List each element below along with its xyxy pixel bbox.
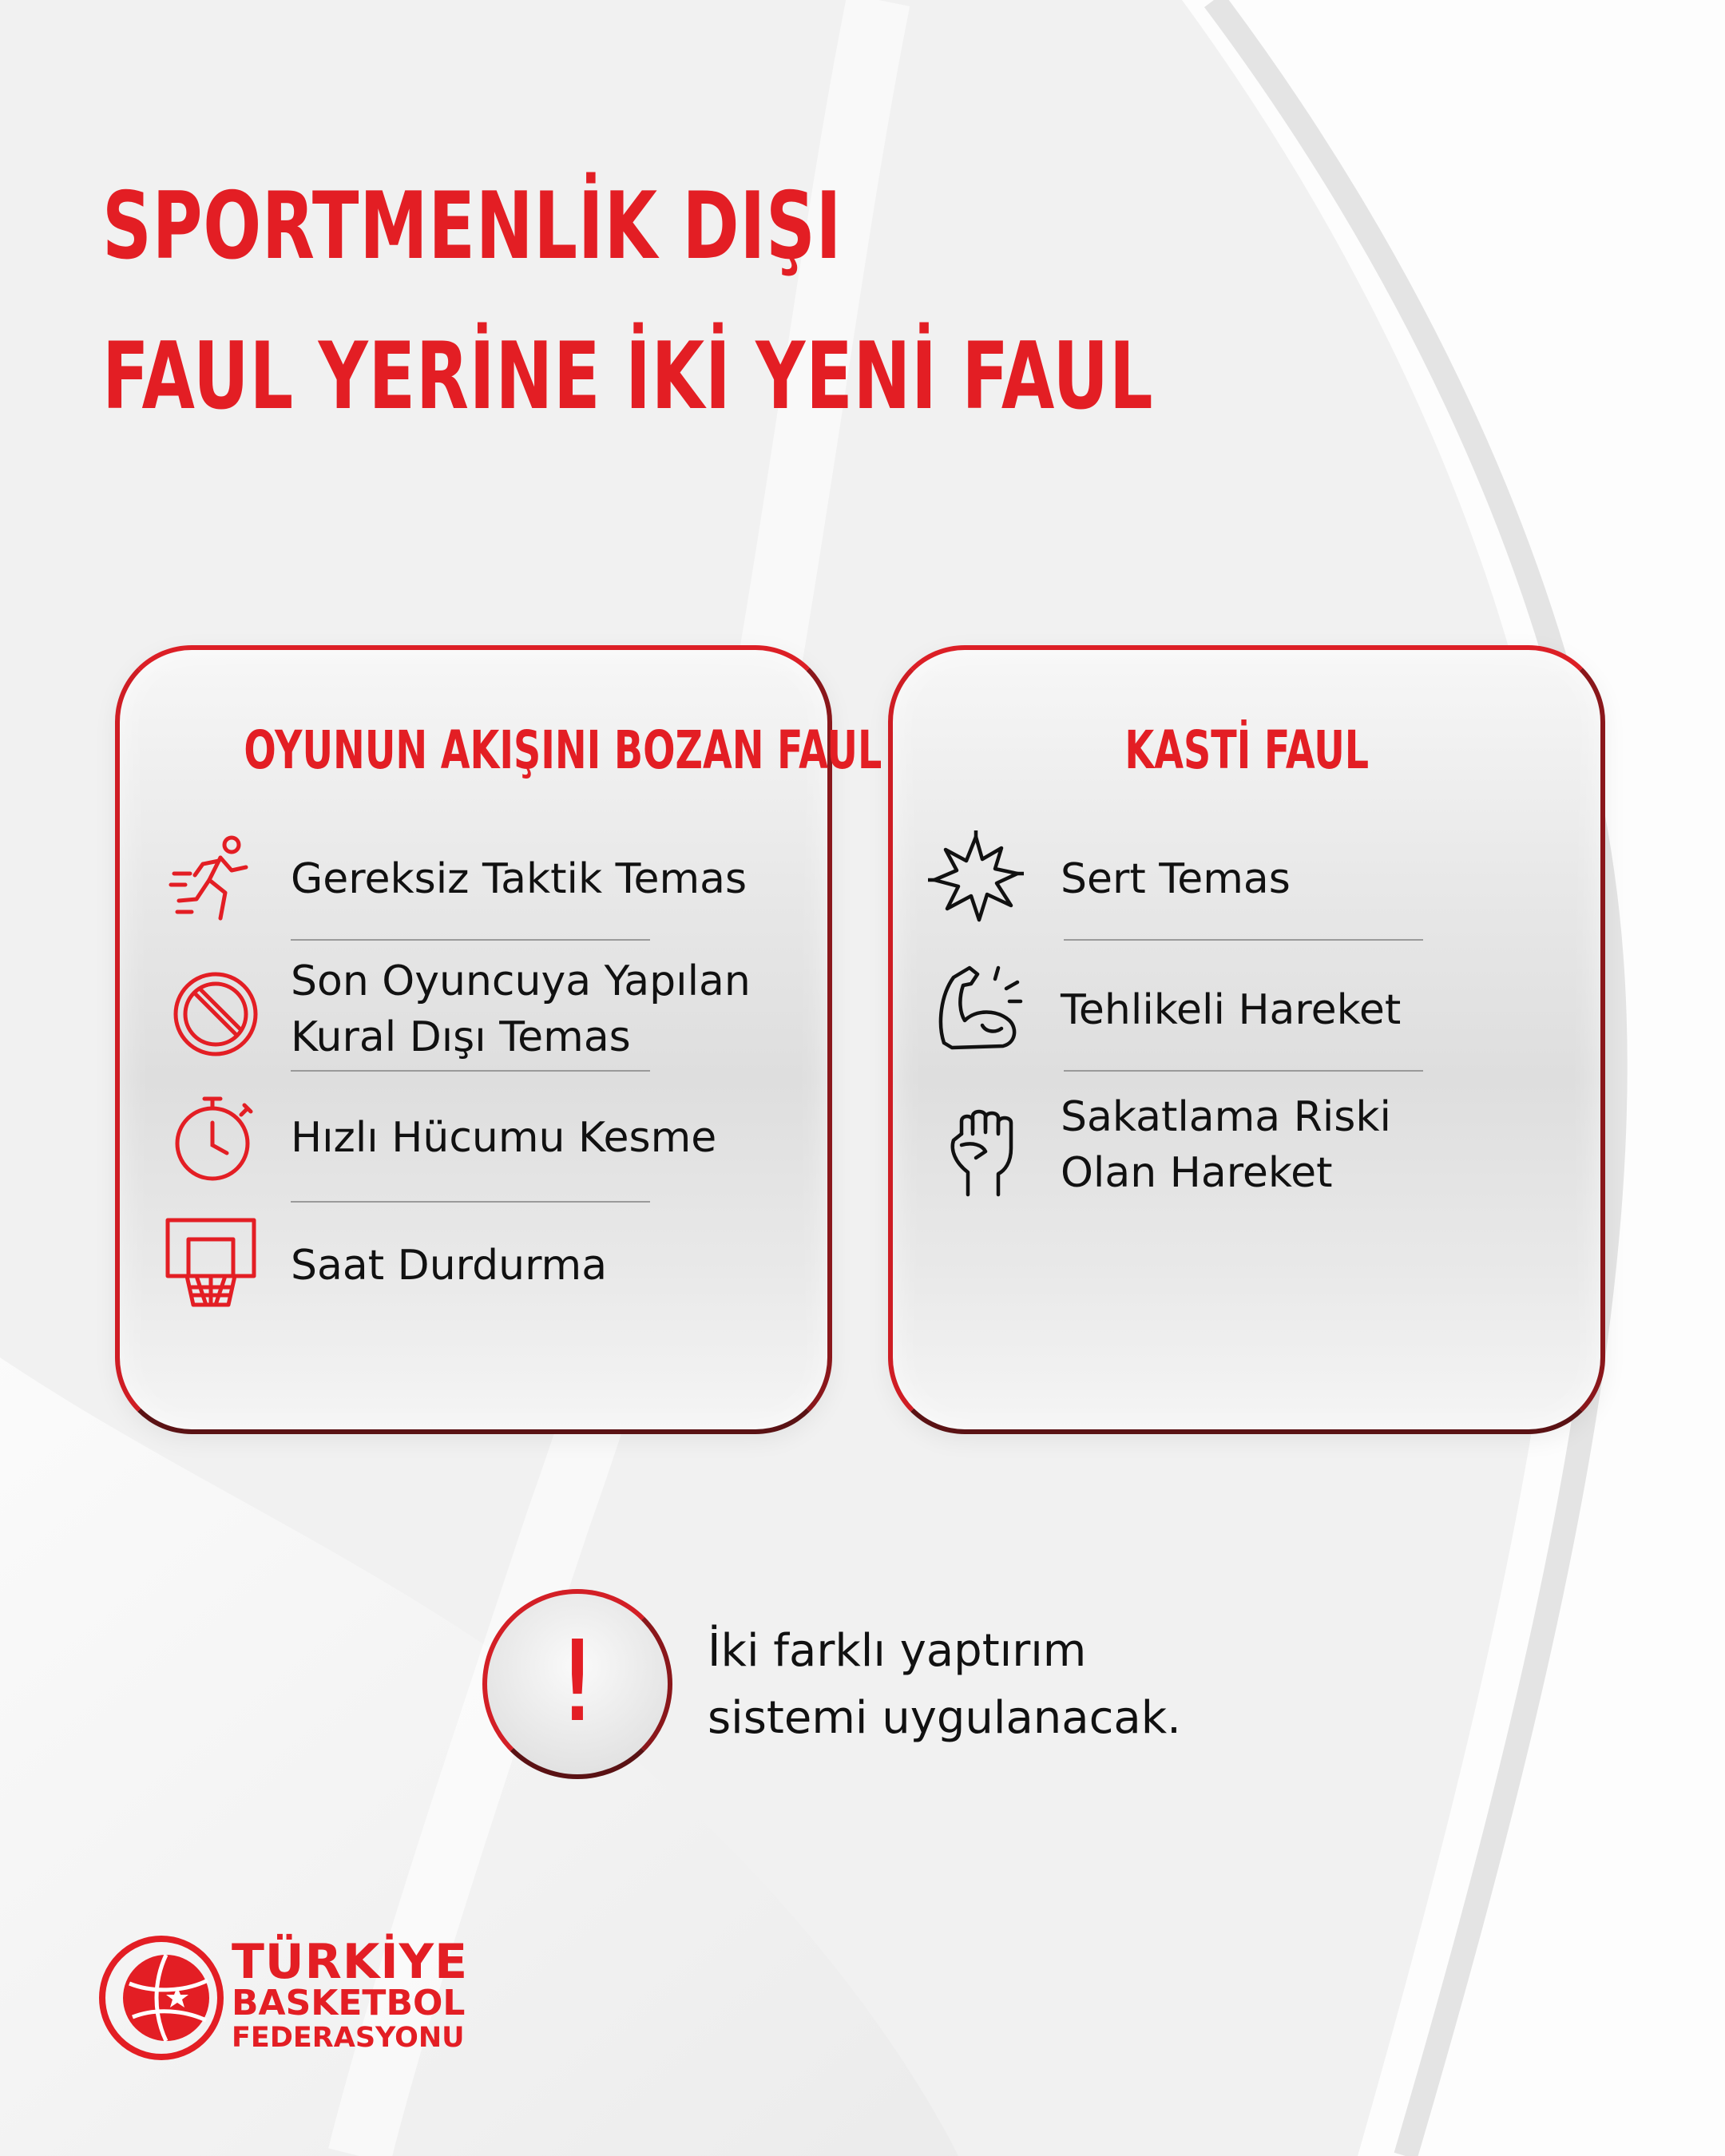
item-label: Sert Temas: [1061, 855, 1291, 903]
impact-burst-icon: [928, 830, 1024, 926]
running-player-icon: [168, 832, 264, 928]
card-heading: OYUNUN AKIŞINI BOZAN FAUL: [244, 719, 882, 781]
federation-logo-icon: [97, 1934, 225, 2062]
card-flow-disrupting-foul: [115, 645, 882, 1434]
item-label: Saat Durdurma: [291, 1242, 608, 1290]
list-item: [120, 1081, 827, 1201]
prohibited-icon: [168, 966, 264, 1062]
stopwatch-icon: [168, 1091, 264, 1187]
list-item: [893, 827, 1600, 939]
card-heading: KASTİ FAUL: [1124, 719, 1369, 781]
divider: [1064, 939, 1423, 941]
raised-fist-icon: [941, 1105, 1037, 1201]
exclamation-icon: !: [482, 1589, 672, 1779]
divider: [291, 939, 650, 941]
list-item: [120, 827, 827, 939]
list-item: [120, 945, 827, 1073]
notice-text: İki farklı yaptırım sistemi uygulanacak.: [708, 1625, 1181, 1744]
list-item: [893, 1081, 1600, 1217]
divider: [291, 1070, 650, 1072]
item-label: Hızlı Hücumu Kesme: [291, 1114, 717, 1162]
card-intentional-foul: [888, 645, 1605, 1434]
list-item: [893, 945, 1600, 1073]
list-item: [120, 1209, 827, 1329]
basketball-hoop-icon: [163, 1215, 259, 1311]
item-label: Son Oyuncuya Yapılan Kural Dışı Temas: [291, 957, 751, 1061]
page-title: [102, 152, 1225, 452]
divider: [1064, 1070, 1423, 1072]
item-label: Gereksiz Taktik Temas: [291, 855, 748, 903]
divider: [291, 1201, 650, 1203]
title-line-1: SPORTMENLİK DIŞI: [102, 172, 843, 280]
title-line-2: FAUL YERİNE İKİ YENİ FAUL: [102, 323, 1154, 430]
federation-logo-text: TÜRKİYE BASKETBOL FEDERASYONU: [232, 1934, 469, 2054]
flexed-arm-icon: [933, 960, 1029, 1056]
item-label: Tehlikeli Hareket: [1061, 986, 1402, 1034]
item-label: Sakatlama Riski Olan Hareket: [1061, 1093, 1391, 1197]
